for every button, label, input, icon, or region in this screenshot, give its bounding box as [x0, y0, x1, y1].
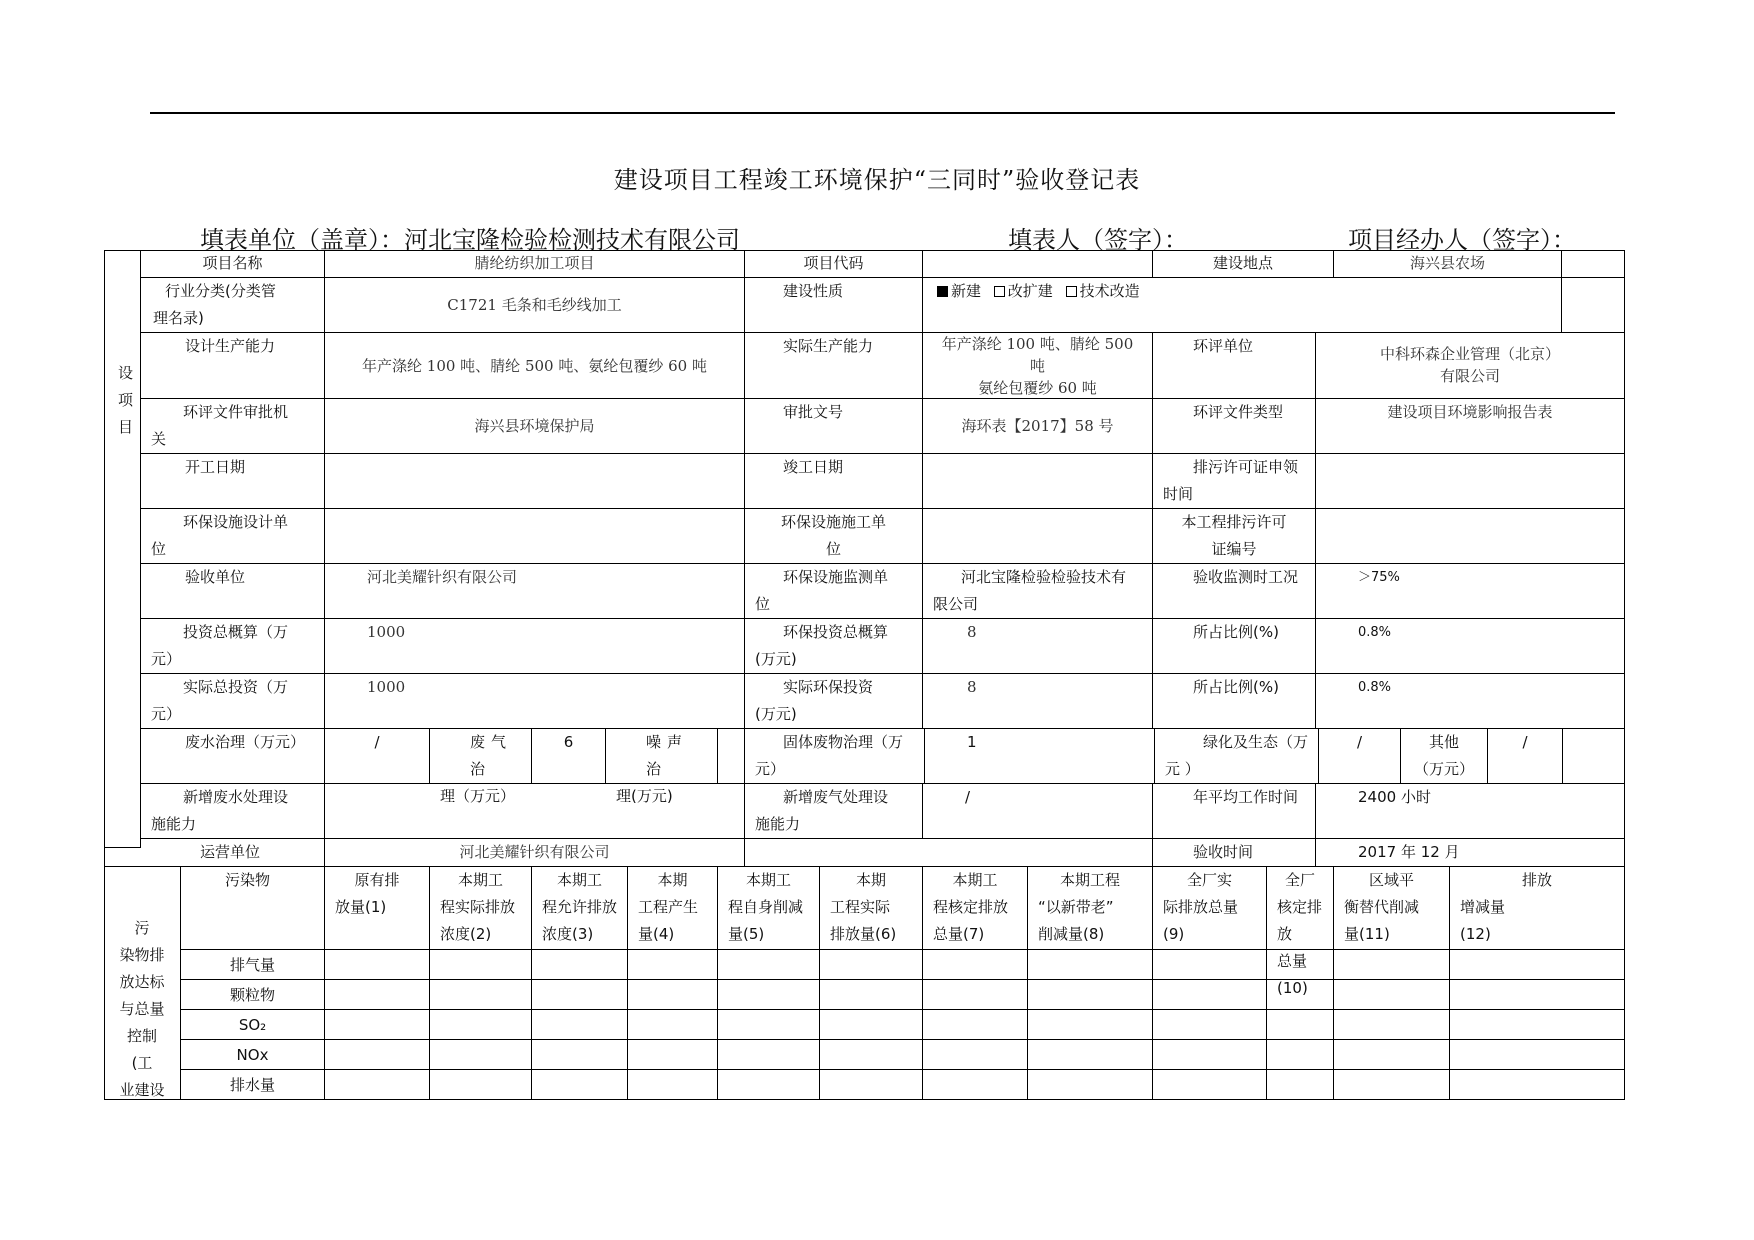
budget-label: 投资总概算（万 元） — [141, 619, 325, 674]
pollutant-value-cell — [1334, 1040, 1450, 1070]
top-rule — [150, 112, 1615, 114]
eia-unit-label: 环评单位 — [1153, 333, 1316, 399]
start-date-value — [325, 454, 745, 509]
filler-signature: 填表人（签字）： — [1008, 226, 1188, 254]
solid-waste-cost-value: 1 — [925, 729, 1155, 784]
greening-cost-label: 绿化及生态（万 元 ） — [1155, 729, 1319, 784]
eia-type-label: 环评文件类型 — [1153, 399, 1316, 454]
pollutant-value-cell — [1450, 1070, 1625, 1100]
pollutant-value-cell — [1450, 980, 1625, 1010]
monitor-unit-value: 河北宝隆检验检验技术有 限公司 — [923, 564, 1153, 619]
filling-unit: 填表单位（盖章）：河北宝隆检验检测技术有限公司 — [200, 226, 740, 254]
project-code-label: 项目代码 — [745, 250, 923, 278]
pollutant-value-cell — [718, 980, 820, 1010]
pollutant-value-cell — [820, 950, 923, 980]
pollutant-row-label: 排气量 — [181, 950, 325, 980]
pollutant-value-cell — [718, 1040, 820, 1070]
new-wastewater-capacity-label: 新增废水处理设 施能力 — [141, 784, 325, 839]
pollutant-value-cell — [325, 980, 430, 1010]
operator-value: 河北美耀针织有限公司 — [325, 839, 745, 867]
new-wastewater-capacity-value — [325, 784, 745, 839]
checkbox-empty-icon — [994, 286, 1005, 297]
actual-capacity-label: 实际生产能力 — [745, 333, 923, 399]
new-exhaust-capacity-label: 新增废气处理设 施能力 — [745, 784, 923, 839]
actual-investment-value: 1000 — [325, 674, 745, 729]
acceptance-unit-value: 河北美耀针织有限公司 — [325, 564, 745, 619]
pollutant-value-cell — [1334, 1010, 1450, 1040]
pollutant-column-header: 排放 增减量 (12) — [1450, 867, 1625, 950]
pollutant-value-cell — [325, 1040, 430, 1070]
checkbox-checked-icon — [937, 286, 948, 297]
approval-org-value: 海兴县环境保护局 — [325, 399, 745, 454]
construction-nature-label: 建设性质 — [745, 278, 923, 333]
pollutant-column-header: 区域平 衡替代削减 量(11) — [1334, 867, 1450, 950]
construction-nature-options — [923, 278, 1562, 333]
greening-cost-value: / — [1319, 729, 1401, 784]
pollutant-column-header: 本期工 程允许排放 浓度(3) — [532, 867, 628, 950]
exhaust-cost-value: 6 — [532, 729, 606, 784]
pollutant-value-cell — [718, 1010, 820, 1040]
pollutant-value-cell — [628, 1070, 718, 1100]
pollutant-value-cell — [325, 950, 430, 980]
pollutant-column-header: 原有排 放量(1) — [325, 867, 430, 950]
pollutant-value-cell — [1267, 950, 1334, 980]
exhaust-cost-label: 废气治 理（万元） — [430, 729, 532, 784]
blank-cell — [1563, 729, 1625, 784]
pollutant-value-cell — [820, 1010, 923, 1040]
pollutant-value-cell — [628, 950, 718, 980]
site-value: 海兴县农场 — [1334, 250, 1562, 278]
pollutant-value-cell — [1153, 1070, 1267, 1100]
budget-value: 1000 — [325, 619, 745, 674]
pollutant-value-cell — [1028, 980, 1153, 1010]
pollutant-column-header: 本期 工程产生 量(4) — [628, 867, 718, 950]
pollutant-value-cell — [820, 1040, 923, 1070]
pollutant-value-cell — [923, 980, 1028, 1010]
project-name-label: 项目名称 — [141, 250, 325, 278]
pollutant-header: 污染物 — [181, 867, 325, 950]
build-unit-value — [923, 509, 1153, 564]
pollutant-row-label: 颗粒物 — [181, 980, 325, 1010]
pollutant-column-header: 本期 工程实际 排放量(6) — [820, 867, 923, 950]
pollutant-column-header: 全厂 核定排放 总量(10) — [1267, 867, 1334, 950]
project-name-value: 腈纶纺织加工项目 — [325, 250, 745, 278]
pollutant-column-header: 本期工 程核定排放 总量(7) — [923, 867, 1028, 950]
wastewater-cost-label: 废水治理（万元） — [141, 729, 325, 784]
ratio-label: 所占比例(%) — [1153, 619, 1316, 674]
pollutant-value-cell — [325, 1070, 430, 1100]
finish-date-value — [923, 454, 1153, 509]
env-budget-value: 8 — [923, 619, 1153, 674]
ratio-value: 0.8% — [1316, 619, 1625, 674]
other-cost-value: / — [1488, 729, 1563, 784]
pollutant-column-header: 本期工程 “以新带老” 削减量(8) — [1028, 867, 1153, 950]
pollutant-column-header: 本期工 程实际排放 浓度(2) — [430, 867, 532, 950]
option-expand: 改扩建 — [1007, 282, 1053, 300]
pollutant-value-cell — [923, 1010, 1028, 1040]
permit-time-label: 排污许可证申领 时间 — [1153, 454, 1316, 509]
registration-table — [104, 250, 1625, 1100]
pollutant-value-cell — [430, 1070, 532, 1100]
operator-label: 运营单位 — [104, 839, 325, 867]
site-label: 建设地点 — [1153, 250, 1334, 278]
pollutant-value-cell — [532, 1010, 628, 1040]
eia-unit-value: 中科环森企业管理（北京） 有限公司 — [1316, 333, 1625, 399]
design-capacity-label: 设计生产能力 — [141, 333, 325, 399]
pollutant-value-cell — [1028, 1070, 1153, 1100]
noise-cost-value — [718, 729, 745, 784]
checkbox-empty-icon — [1066, 286, 1077, 297]
build-unit-label: 环保设施施工单 位 — [745, 509, 923, 564]
permit-no-value — [1316, 509, 1625, 564]
pollutant-row-label: NOx — [181, 1040, 325, 1070]
pollutant-value-cell — [1153, 1040, 1267, 1070]
acceptance-time-value: 2017 年 12 月 — [1316, 839, 1625, 867]
env-actual-label: 实际环保投资 (万元) — [745, 674, 923, 729]
pollutant-column-header: 本期工 程自身削减 量(5) — [718, 867, 820, 950]
eia-type-value: 建设项目环境影响报告表 — [1316, 399, 1625, 454]
pollutant-value-cell — [923, 1040, 1028, 1070]
design-unit-label: 环保设施设计单 位 — [141, 509, 325, 564]
env-actual-value: 8 — [923, 674, 1153, 729]
blank-cell — [1562, 278, 1625, 333]
approval-no-value: 海环表【2017】58 号 — [923, 399, 1153, 454]
pollutant-value-cell — [1028, 950, 1153, 980]
permit-time-value — [1316, 454, 1625, 509]
actual-capacity-value: 年产涤纶 100 吨、腈纶 500 吨 氨纶包覆纱 60 吨 — [923, 333, 1153, 399]
env-budget-label: 环保投资总概算 (万元) — [745, 619, 923, 674]
work-hours-value: 2400 小时 — [1316, 784, 1625, 839]
wastewater-cost-value: / — [325, 729, 430, 784]
pollutant-value-cell — [1334, 950, 1450, 980]
handler-signature: 项目经办人（签字）： — [1348, 226, 1576, 254]
pollutant-value-cell — [718, 950, 820, 980]
noise-cost-label: 噪声治 理(万元) — [606, 729, 718, 784]
solid-waste-cost-label: 固体废物治理（万 元） — [745, 729, 925, 784]
pollutant-value-cell — [430, 980, 532, 1010]
pollutant-value-cell — [718, 1070, 820, 1100]
blank-cell — [1562, 250, 1625, 278]
industry-value: C1721 毛条和毛纱线加工 — [325, 278, 745, 333]
approval-no-label: 审批文号 — [745, 399, 923, 454]
design-capacity-value: 年产涤纶 100 吨、腈纶 500 吨、氨纶包覆纱 60 吨 — [325, 333, 745, 399]
finish-date-label: 竣工日期 — [745, 454, 923, 509]
pollutant-value-cell — [628, 980, 718, 1010]
industry-label: 行业分类(分类管 理名录) — [141, 278, 325, 333]
pollutant-row-label: SO₂ — [181, 1010, 325, 1040]
pollutant-value-cell — [325, 1010, 430, 1040]
blank-cell — [745, 839, 1153, 867]
pollutant-value-cell — [1450, 1040, 1625, 1070]
pollutant-row-label: 排水量 — [181, 1070, 325, 1100]
section-project: 设 项 目 — [104, 250, 141, 848]
option-new: 新建 — [951, 282, 982, 300]
pollutant-value-cell — [1028, 1040, 1153, 1070]
pollutant-value-cell — [430, 950, 532, 980]
condition-label: 验收监测时工况 — [1153, 564, 1316, 619]
project-code-value — [923, 250, 1153, 278]
pollutant-value-cell — [628, 1010, 718, 1040]
new-exhaust-capacity-value: / — [923, 784, 1153, 839]
pollutant-value-cell — [923, 950, 1028, 980]
pollutant-value-cell — [1267, 1070, 1334, 1100]
pollutant-value-cell — [532, 1040, 628, 1070]
pollutant-value-cell — [820, 1070, 923, 1100]
other-cost-label: 其他 （万元） — [1401, 729, 1488, 784]
actual-investment-label: 实际总投资（万 元） — [141, 674, 325, 729]
acceptance-time-label: 验收时间 — [1153, 839, 1316, 867]
pollutant-value-cell — [1028, 1010, 1153, 1040]
pollutant-value-cell — [1334, 980, 1450, 1010]
page-title: 建设项目工程竣工环境保护“三同时”验收登记表 — [613, 166, 1141, 194]
design-unit-value — [325, 509, 745, 564]
pollutant-value-cell — [1450, 950, 1625, 980]
pollutant-value-cell — [532, 950, 628, 980]
start-date-label: 开工日期 — [141, 454, 325, 509]
pollutant-value-cell — [532, 1070, 628, 1100]
pollutant-value-cell — [532, 980, 628, 1010]
pollutant-value-cell — [1267, 980, 1334, 1010]
pollutant-value-cell — [1267, 1040, 1334, 1070]
pollutant-column-header: 全厂实 际排放总量 (9) — [1153, 867, 1267, 950]
pollutant-value-cell — [628, 1040, 718, 1070]
acceptance-unit-label: 验收单位 — [141, 564, 325, 619]
pollutant-value-cell — [1334, 1070, 1450, 1100]
section-pollutant: 污 染物排 放达标 与总量 控制(工 业建设 — [104, 867, 181, 1100]
ratio-value-2: 0.8% — [1316, 674, 1625, 729]
approval-org-label: 环评文件审批机 关 — [141, 399, 325, 454]
pollutant-value-cell — [430, 1010, 532, 1040]
pollutant-value-cell — [1153, 980, 1267, 1010]
pollutant-value-cell — [923, 1070, 1028, 1100]
pollutant-value-cell — [1267, 1010, 1334, 1040]
option-tech: 技术改造 — [1079, 282, 1140, 300]
pollutant-value-cell — [1450, 1010, 1625, 1040]
pollutant-value-cell — [1153, 950, 1267, 980]
permit-no-label: 本工程排污许可 证编号 — [1153, 509, 1316, 564]
pollutant-value-cell — [820, 980, 923, 1010]
pollutant-value-cell — [430, 1040, 532, 1070]
work-hours-label: 年平均工作时间 — [1153, 784, 1316, 839]
pollutant-value-cell — [1153, 1010, 1267, 1040]
ratio-label-2: 所占比例(%) — [1153, 674, 1316, 729]
condition-value: ＞75% — [1316, 564, 1625, 619]
monitor-unit-label: 环保设施监测单 位 — [745, 564, 923, 619]
